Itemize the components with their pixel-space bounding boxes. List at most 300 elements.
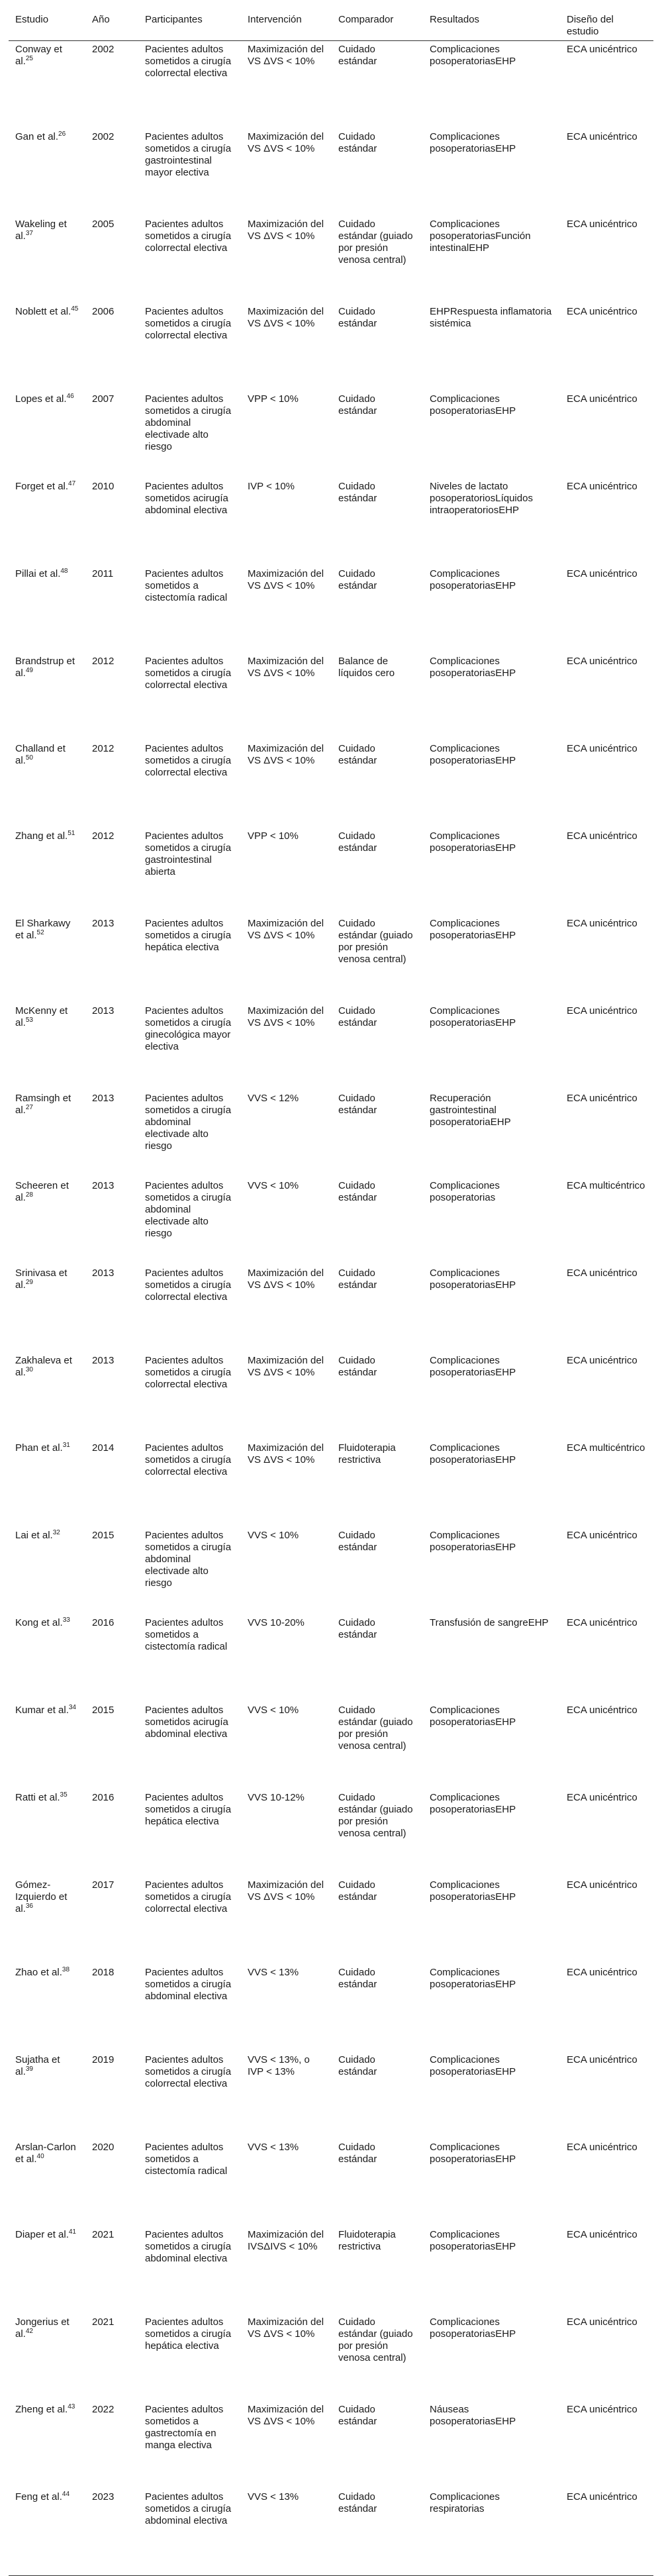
cell-intervention: Maximización del VS ΔVS < 10% [248, 742, 324, 766]
cell-study [9, 2401, 85, 2489]
study-reference: 25 [25, 55, 33, 62]
cell-intervention: VVS 10-20% [248, 1616, 305, 1628]
table-row [9, 1527, 653, 1614]
cell-results: Complicaciones respiratorias [430, 2491, 500, 2514]
cell-design: ECA unicéntrico [567, 1704, 638, 1716]
cell-participants: Pacientes adultos sometidos a cistectomía radical [145, 1616, 228, 1652]
cell-design: ECA unicéntrico [567, 2228, 638, 2240]
cell-intervention: Maximización del VS ΔVS < 10% [248, 130, 324, 154]
cell-participants: Pacientes adultos sometidos a cistectomía radical [145, 568, 228, 603]
cell-results: Complicaciones posoperatoriasEHP [430, 1704, 516, 1728]
cell-design: ECA unicéntrico [567, 655, 638, 667]
study-name: Forget et al. [15, 480, 69, 492]
table-row [9, 1440, 653, 1527]
cell-comparator: Cuidado estándar [338, 830, 377, 854]
cell-study [9, 1265, 85, 1352]
cell-results: Complicaciones posoperatoriasEHP [430, 393, 516, 417]
cell-intervention: VVS < 10% [248, 1179, 299, 1191]
cell-intervention: Maximización del VS ΔVS < 10% [248, 218, 324, 242]
cell-results: Complicaciones posoperatorias [430, 1179, 500, 1203]
cell-results: Náuseas posoperatoriasEHP [430, 2403, 516, 2427]
study-name: Zhao et al. [15, 1966, 62, 1978]
table-row [9, 1003, 653, 1090]
cell-intervention: Maximización del VS ΔVS < 10% [248, 44, 324, 67]
cell-intervention: VPP < 10% [248, 830, 299, 842]
study-name: Wakeling et al. [15, 218, 67, 242]
study-name: Lai et al. [15, 1529, 53, 1541]
cell-design: ECA unicéntrico [567, 742, 638, 754]
cell-intervention: VVS < 13% [248, 1966, 299, 1978]
study-reference: 48 [60, 567, 68, 575]
cell-year: 2006 [92, 305, 115, 317]
cell-participants: Pacientes adultos sometidos a cirugía colorrectal electiva [145, 1879, 232, 1914]
table-row [9, 2401, 653, 2489]
cell-intervention: VVS < 13% [248, 2141, 299, 2153]
table-header-row [9, 9, 653, 41]
study-name: Gómez-Izquierdo et al. [15, 1879, 68, 1914]
cell-year: 2015 [92, 1529, 115, 1541]
cell-intervention: Maximización del VS ΔVS < 10% [248, 568, 324, 591]
cell-study [9, 391, 85, 478]
cell-results: Complicaciones posoperatoriasEHP [430, 742, 516, 766]
study-name: Challand et al. [15, 742, 66, 766]
study-name: Brandstrup et al. [15, 655, 75, 679]
table-row [9, 1877, 653, 1964]
cell-study [9, 1177, 85, 1265]
cell-study [9, 128, 85, 216]
study-reference: 41 [68, 2228, 76, 2236]
cell-results: Complicaciones posoperatoriasEHP [430, 1879, 516, 1903]
study-reference: 29 [25, 1278, 33, 1286]
cell-intervention: VVS 10-12% [248, 1791, 305, 1803]
cell-design: ECA multicéntrico [567, 1179, 645, 1191]
cell-design: ECA unicéntrico [567, 830, 638, 842]
cell-design: ECA unicéntrico [567, 2491, 638, 2502]
cell-comparator: Cuidado estándar [338, 742, 377, 766]
study-reference: 26 [58, 130, 66, 138]
cell-results: Complicaciones posoperatoriasEHP [430, 568, 516, 591]
cell-intervention: VVS < 13%, o IVP < 13% [248, 2054, 310, 2077]
study-name: Kong et al. [15, 1616, 63, 1628]
study-name: Noblett et al. [15, 305, 71, 317]
cell-design: ECA unicéntrico [567, 480, 638, 492]
cell-intervention: Maximización del VS ΔVS < 10% [248, 1005, 324, 1028]
study-name: Feng et al. [15, 2491, 62, 2502]
cell-study [9, 2226, 85, 2314]
study-reference: 45 [71, 305, 79, 313]
cell-year: 2022 [92, 2403, 115, 2415]
cell-comparator: Cuidado estándar [338, 1179, 377, 1203]
cell-results: Complicaciones posoperatoriasEHP [430, 917, 516, 941]
study-name: Pillai et al. [15, 568, 61, 579]
cell-year: 2012 [92, 655, 115, 667]
study-reference: 47 [68, 479, 76, 487]
study-name: Sujatha et al. [15, 2054, 60, 2077]
cell-comparator: Cuidado estándar [338, 1267, 377, 1291]
cell-study [9, 915, 85, 1003]
cell-study [9, 1964, 85, 2052]
cell-design: ECA unicéntrico [567, 130, 638, 142]
cell-study [9, 1090, 85, 1177]
study-name: Zheng et al. [15, 2403, 68, 2415]
cell-participants: Pacientes adultos sometidos a cirugía hepática electiva [145, 1791, 232, 1827]
study-reference: 28 [25, 1191, 33, 1199]
cell-year: 2005 [92, 218, 115, 230]
cell-results: Complicaciones posoperatoriasEHP [430, 1267, 516, 1291]
cell-design: ECA unicéntrico [567, 1354, 638, 1366]
cell-year: 2019 [92, 2054, 115, 2065]
cell-study [9, 1527, 85, 1614]
cell-design: ECA unicéntrico [567, 1879, 638, 1891]
table-row [9, 828, 653, 915]
study-reference: 46 [66, 392, 74, 400]
cell-participants: Pacientes adultos sometidos a cirugía colorrectal electiva [145, 742, 232, 778]
table-row [9, 1265, 653, 1352]
table-row [9, 1352, 653, 1440]
study-reference: 40 [36, 2152, 44, 2160]
header-results: Resultados [423, 9, 560, 41]
cell-comparator: Cuidado estándar (guiado por presión venosa central) [338, 218, 413, 266]
cell-intervention: Maximización del VS ΔVS < 10% [248, 1442, 324, 1465]
cell-design: ECA unicéntrico [567, 305, 638, 317]
study-reference: 35 [60, 1791, 68, 1799]
table-row [9, 1614, 653, 1702]
table-row [9, 1177, 653, 1265]
study-name: Ramsingh et al. [15, 1092, 71, 1116]
study-reference: 32 [52, 1528, 60, 1536]
cell-results: Complicaciones posoperatoriasEHP [430, 1354, 516, 1378]
study-reference: 34 [68, 1703, 76, 1711]
cell-intervention: VVS < 13% [248, 2491, 299, 2502]
cell-comparator: Cuidado estándar [338, 1005, 377, 1028]
table-row [9, 478, 653, 566]
study-name: Zhang et al. [15, 830, 68, 842]
table-row [9, 2314, 653, 2401]
table-row [9, 566, 653, 653]
cell-intervention: Maximización del VS ΔVS < 10% [248, 305, 324, 329]
cell-comparator: Cuidado estándar (guiado por presión venosa central) [338, 1791, 413, 1839]
cell-comparator: Balance de líquidos cero [338, 655, 395, 679]
cell-comparator: Cuidado estándar [338, 44, 377, 67]
cell-participants: Pacientes adultos sometidos a cirugía abdominal electiva [145, 1966, 232, 2002]
cell-year: 2020 [92, 2141, 115, 2153]
header-comparator: Comparador [332, 9, 423, 41]
table-row [9, 915, 653, 1003]
cell-intervention: Maximización del VS ΔVS < 10% [248, 1354, 324, 1378]
cell-results: Complicaciones posoperatoriasEHP [430, 1529, 516, 1553]
cell-design: ECA unicéntrico [567, 568, 638, 579]
study-name: Arslan-Carlon et al. [15, 2141, 76, 2165]
studies-table-container [9, 9, 653, 2576]
cell-year: 2013 [92, 1267, 115, 1279]
study-reference: 31 [62, 1441, 70, 1449]
cell-design: ECA unicéntrico [567, 1092, 638, 1104]
header-year: Año [85, 9, 138, 41]
study-reference: 50 [25, 754, 33, 762]
table-row [9, 1090, 653, 1177]
cell-design: ECA unicéntrico [567, 2141, 638, 2153]
cell-intervention: VPP < 10% [248, 393, 299, 405]
cell-participants: Pacientes adultos sometidos a cirugía abdominal electiva [145, 2491, 232, 2526]
cell-participants: Pacientes adultos sometidos a cirugía hepática electiva [145, 917, 232, 953]
cell-design: ECA unicéntrico [567, 2403, 638, 2415]
cell-intervention: Maximización del VS ΔVS < 10% [248, 1267, 324, 1291]
cell-comparator: Cuidado estándar (guiado por presión venosa central) [338, 917, 413, 965]
cell-participants: Pacientes adultos sometidos a cirugía colorrectal electiva [145, 1442, 232, 1477]
cell-design: ECA unicéntrico [567, 2054, 638, 2065]
cell-year: 2010 [92, 480, 115, 492]
cell-participants: Pacientes adultos sometidos a cirugía colorrectal electiva [145, 1354, 232, 1390]
cell-study [9, 216, 85, 303]
cell-comparator: Fluidoterapia restrictiva [338, 2228, 396, 2252]
cell-comparator: Cuidado estándar (guiado por presión venosa central) [338, 2316, 413, 2363]
study-reference: 43 [68, 2403, 75, 2410]
cell-results: EHPRespuesta inflamatoria sistémica [430, 305, 552, 329]
cell-year: 2013 [92, 1005, 115, 1016]
header-intervention: Intervención [241, 9, 332, 41]
cell-design: ECA unicéntrico [567, 1966, 638, 1978]
cell-year: 2012 [92, 830, 115, 842]
cell-results: Complicaciones posoperatoriasEHP [430, 1005, 516, 1028]
cell-results: Complicaciones posoperatoriasEHP [430, 1442, 516, 1465]
cell-comparator: Cuidado estándar [338, 2491, 377, 2514]
cell-study [9, 828, 85, 915]
cell-study [9, 2139, 85, 2226]
cell-year: 2002 [92, 44, 115, 55]
cell-year: 2002 [92, 130, 115, 142]
cell-comparator: Cuidado estándar [338, 480, 377, 504]
cell-participants: Pacientes adultos sometidos acirugía abdominal electiva [145, 480, 228, 516]
study-reference: 39 [25, 2065, 33, 2073]
study-name: Scheeren et al. [15, 1179, 69, 1203]
cell-year: 2016 [92, 1616, 115, 1628]
cell-results: Complicaciones posoperatoriasEHP [430, 1966, 516, 1990]
cell-study [9, 653, 85, 740]
cell-design: ECA unicéntrico [567, 44, 638, 55]
cell-results: Complicaciones posoperatoriasEHP [430, 2054, 516, 2077]
cell-study [9, 1003, 85, 1090]
cell-participants: Pacientes adultos sometidos a cirugía abdominal electiva [145, 2228, 232, 2264]
cell-participants: Pacientes adultos sometidos a cirugía colorrectal electiva [145, 218, 232, 254]
cell-results: Niveles de lactato posoperatoriosLíquidos intraoperatoriosEHP [430, 480, 533, 516]
table-row [9, 216, 653, 303]
study-name: Kumar et al. [15, 1704, 69, 1716]
cell-results: Complicaciones posoperatoriasEHP [430, 655, 516, 679]
cell-year: 2018 [92, 1966, 115, 1978]
cell-study [9, 740, 85, 828]
cell-study [9, 1702, 85, 1789]
cell-intervention: Maximización del VS ΔVS < 10% [248, 655, 324, 679]
study-name: El Sharkawy et al. [15, 917, 71, 941]
study-reference: 30 [25, 1365, 33, 1373]
cell-participants: Pacientes adultos sometidos a cirugía colorrectal electiva [145, 305, 232, 341]
cell-intervention: Maximización del VS ΔVS < 10% [248, 2316, 324, 2340]
cell-design: ECA unicéntrico [567, 1267, 638, 1279]
cell-intervention: IVP < 10% [248, 480, 295, 492]
cell-comparator: Cuidado estándar [338, 1529, 377, 1553]
study-name: Conway et al. [15, 44, 62, 67]
cell-year: 2014 [92, 1442, 115, 1454]
cell-participants: Pacientes adultos sometidos a cirugía ginecológica mayor electiva [145, 1005, 232, 1052]
study-reference: 27 [25, 1103, 33, 1111]
cell-year: 2015 [92, 1704, 115, 1716]
table-row [9, 41, 653, 128]
studies-table [9, 9, 653, 2576]
table-row [9, 2226, 653, 2314]
cell-participants: Pacientes adultos sometidos a gastrectomía en manga electiva [145, 2403, 224, 2451]
study-name: Phan et al. [15, 1442, 63, 1454]
table-row [9, 1789, 653, 1877]
cell-intervention: Maximización del IVSΔIVS < 10% [248, 2228, 324, 2252]
cell-design: ECA unicéntrico [567, 218, 638, 230]
cell-comparator: Cuidado estándar [338, 1616, 377, 1640]
cell-year: 2013 [92, 917, 115, 929]
study-name: Zakhaleva et al. [15, 1354, 72, 1378]
cell-design: ECA unicéntrico [567, 1791, 638, 1803]
cell-study [9, 1877, 85, 1964]
study-name: Ratti et al. [15, 1791, 60, 1803]
study-reference: 51 [68, 829, 75, 837]
cell-study [9, 303, 85, 391]
cell-study [9, 478, 85, 566]
study-reference: 37 [25, 229, 33, 237]
cell-participants: Pacientes adultos sometidos a cirugía abdominal electivade alto riesgo [145, 1092, 232, 1152]
study-reference: 53 [25, 1016, 33, 1024]
cell-design: ECA unicéntrico [567, 917, 638, 929]
cell-year: 2017 [92, 1879, 115, 1891]
cell-comparator: Cuidado estándar [338, 2403, 377, 2427]
study-name: Jongerius et al. [15, 2316, 70, 2340]
cell-intervention: Maximización del VS ΔVS < 10% [248, 2403, 324, 2427]
cell-year: 2011 [92, 568, 114, 579]
cell-comparator: Cuidado estándar [338, 393, 377, 417]
cell-participants: Pacientes adultos sometidos acirugía abdominal electiva [145, 1704, 228, 1740]
cell-year: 2021 [92, 2228, 115, 2240]
cell-comparator: Cuidado estándar [338, 130, 377, 154]
cell-year: 2007 [92, 393, 115, 405]
table-body [9, 41, 653, 2576]
cell-study [9, 2052, 85, 2139]
cell-participants: Pacientes adultos sometidos a cirugía colorrectal electiva [145, 655, 232, 691]
cell-design: ECA unicéntrico [567, 2316, 638, 2328]
table-row [9, 2052, 653, 2139]
cell-study [9, 1789, 85, 1877]
study-name: Srinivasa et al. [15, 1267, 68, 1291]
study-reference: 42 [25, 2327, 33, 2335]
cell-participants: Pacientes adultos sometidos a cirugía gastrointestinal mayor electiva [145, 130, 232, 178]
cell-results: Complicaciones posoperatoriasEHP [430, 44, 516, 67]
table-row [9, 391, 653, 478]
table-row [9, 740, 653, 828]
cell-participants: Pacientes adultos sometidos a cirugía gastrointestinal abierta [145, 830, 232, 877]
cell-participants: Pacientes adultos sometidos a cirugía abdominal electivade alto riesgo [145, 393, 232, 452]
cell-year: 2013 [92, 1354, 115, 1366]
table-row [9, 653, 653, 740]
cell-comparator: Cuidado estándar [338, 1966, 377, 1990]
study-reference: 49 [25, 666, 33, 674]
table-row [9, 1702, 653, 1789]
cell-design: ECA unicéntrico [567, 393, 638, 405]
cell-comparator: Cuidado estándar [338, 2141, 377, 2165]
cell-year: 2023 [92, 2491, 115, 2502]
study-name: Diaper et al. [15, 2228, 69, 2240]
study-reference: 52 [36, 928, 44, 936]
cell-study [9, 566, 85, 653]
cell-comparator: Cuidado estándar (guiado por presión venosa central) [338, 1704, 413, 1752]
cell-comparator: Cuidado estándar [338, 305, 377, 329]
study-reference: 44 [62, 2490, 70, 2498]
cell-participants: Pacientes adultos sometidos a cirugía abdominal electivade alto riesgo [145, 1529, 232, 1589]
cell-intervention: VVS < 10% [248, 1529, 299, 1541]
study-reference: 38 [62, 1965, 70, 1973]
study-name: Lopes et al. [15, 393, 67, 405]
cell-results: Complicaciones posoperatoriasEHP [430, 1791, 516, 1815]
cell-results: Complicaciones posoperatoriasEHP [430, 2228, 516, 2252]
cell-year: 2021 [92, 2316, 115, 2328]
cell-year: 2012 [92, 742, 115, 754]
cell-study [9, 1440, 85, 1527]
cell-design: ECA unicéntrico [567, 1529, 638, 1541]
cell-intervention: VVS < 10% [248, 1704, 299, 1716]
cell-year: 2013 [92, 1179, 115, 1191]
cell-study [9, 2489, 85, 2576]
cell-year: 2016 [92, 1791, 115, 1803]
study-name: Gan et al. [15, 130, 59, 142]
cell-intervention: Maximización del VS ΔVS < 10% [248, 1879, 324, 1903]
study-reference: 36 [25, 1902, 33, 1910]
header-study: Estudio [9, 9, 85, 41]
cell-results: Complicaciones posoperatoriasEHP [430, 2141, 516, 2165]
cell-participants: Pacientes adultos sometidos a cirugía colorrectal electiva [145, 44, 232, 79]
cell-participants: Pacientes adultos sometidos a cistectomía radical [145, 2141, 228, 2177]
table-row [9, 1964, 653, 2052]
cell-participants: Pacientes adultos sometidos a cirugía colorrectal electiva [145, 1267, 232, 1303]
header-design: Diseño del estudio [560, 9, 653, 41]
cell-study [9, 1614, 85, 1702]
cell-design: ECA unicéntrico [567, 1005, 638, 1016]
cell-results: Complicaciones posoperatoriasEHP [430, 830, 516, 854]
header-participants: Participantes [138, 9, 241, 41]
cell-participants: Pacientes adultos sometidos a cirugía abdominal electivade alto riesgo [145, 1179, 232, 1239]
cell-results: Complicaciones posoperatoriasEHP [430, 130, 516, 154]
cell-study [9, 41, 85, 128]
cell-comparator: Cuidado estándar [338, 1354, 377, 1378]
cell-study [9, 1352, 85, 1440]
cell-results: Recuperación gastrointestinal posoperatoriaEHP [430, 1092, 511, 1128]
cell-participants: Pacientes adultos sometidos a cirugía colorrectal electiva [145, 2054, 232, 2089]
study-name: McKenny et al. [15, 1005, 68, 1028]
cell-comparator: Cuidado estándar [338, 568, 377, 591]
cell-comparator: Cuidado estándar [338, 1879, 377, 1903]
cell-comparator: Cuidado estándar [338, 1092, 377, 1116]
cell-participants: Pacientes adultos sometidos a cirugía hepática electiva [145, 2316, 232, 2352]
table-row [9, 2489, 653, 2576]
study-reference: 33 [62, 1616, 70, 1624]
cell-results: Complicaciones posoperatoriasFunción intestinalEHP [430, 218, 531, 254]
cell-year: 2013 [92, 1092, 115, 1104]
cell-results: Complicaciones posoperatoriasEHP [430, 2316, 516, 2340]
cell-design: ECA multicéntrico [567, 1442, 645, 1454]
cell-comparator: Fluidoterapia restrictiva [338, 1442, 396, 1465]
table-row [9, 303, 653, 391]
cell-design: ECA unicéntrico [567, 1616, 638, 1628]
table-row [9, 2139, 653, 2226]
cell-study [9, 2314, 85, 2401]
cell-intervention: VVS < 12% [248, 1092, 299, 1104]
table-row [9, 128, 653, 216]
cell-comparator: Cuidado estándar [338, 2054, 377, 2077]
cell-intervention: Maximización del VS ΔVS < 10% [248, 917, 324, 941]
